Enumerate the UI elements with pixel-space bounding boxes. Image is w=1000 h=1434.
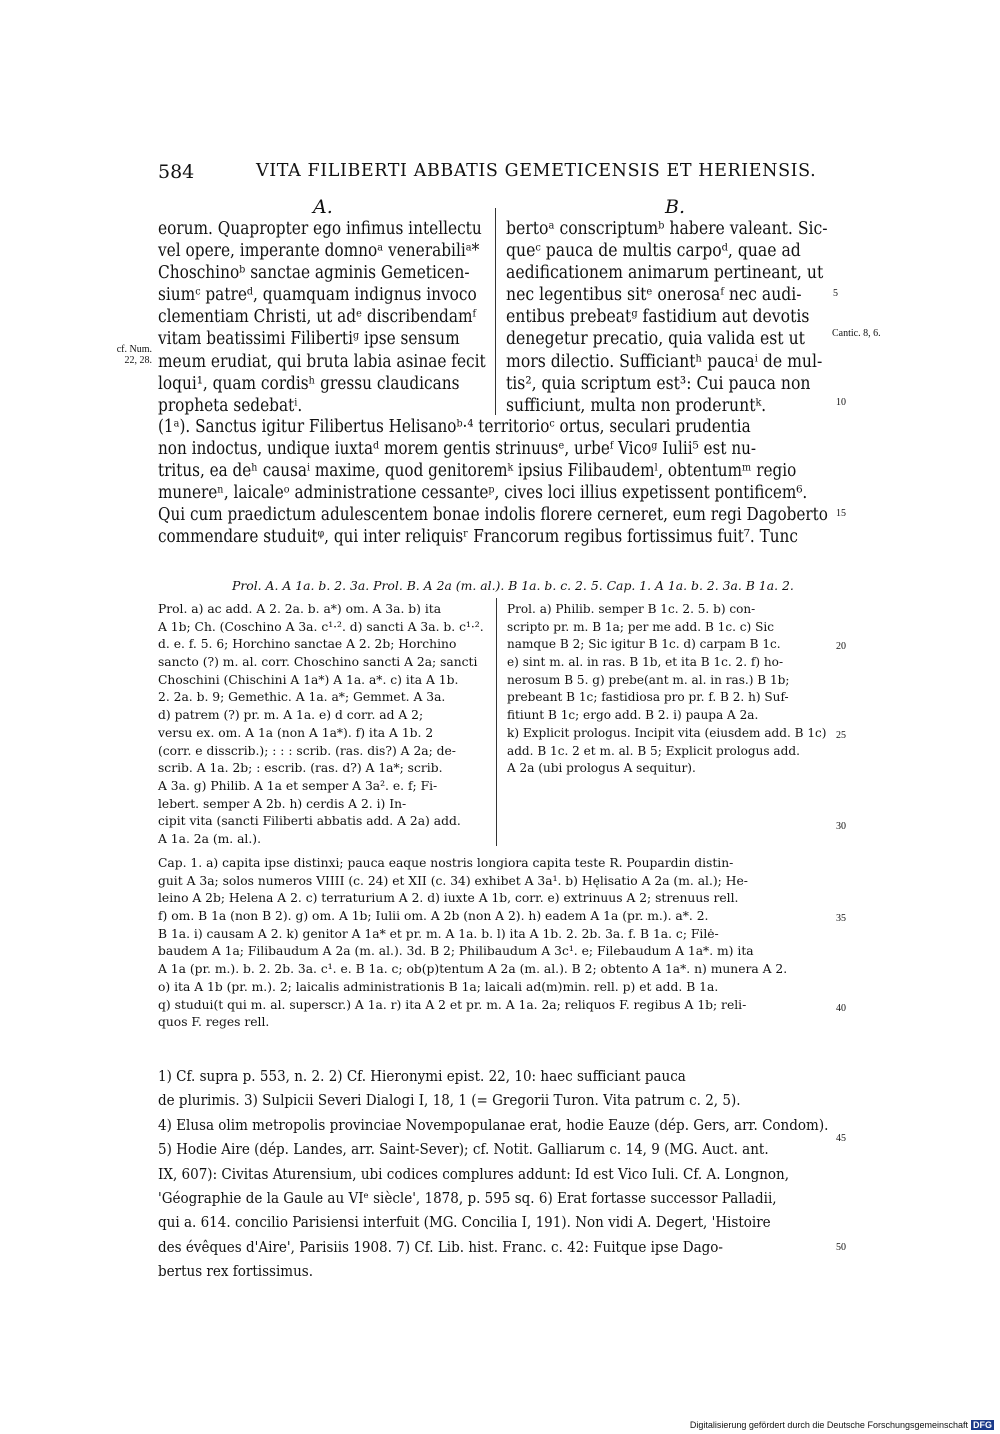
apparatus-line: namque B 2; Sic igitur B 1c. d) carpam B 1c.: [507, 637, 781, 652]
apparatus-line: lebert. semper A 2b. h) cerdis A 2. i) In-: [158, 796, 407, 811]
apparatus-line: B 1a. i) causam A 2. k) genitor A 1a* et pr. m. A 1a. b. l) ita A 1b. 2. 2b. 3a. f. B 1a. c; Filė-: [158, 926, 719, 941]
line-number: 35: [836, 913, 846, 924]
sigla-line: Prol. A. A 1a. b. 2. 3a. Prol. B. A 2a (m. al.). B 1a. b. c. 2. 5. Cap. 1. A 1a. b. 2. 3a. B 1a. 2.: [232, 578, 794, 593]
text-line: meum erudiat, qui bruta labia asinae fecit: [158, 351, 486, 372]
apparatus-line: Choschini (Chischini A 1a*) A 1a. a*. c) ita A 1b.: [158, 672, 459, 687]
apparatus-line: versu ex. om. A 1a (non A 1a*). f) ita A 1b. 2: [158, 725, 434, 740]
apparatus-line: q) studui(t qui m. al. superscr.) A 1a. r) ita A 2 et pr. m. A 1a. 2a; reliquos F. regibus A 1b; reli-: [158, 997, 747, 1012]
text-line: mors dilectio. Sufficiantʰ paucaⁱ de mul-: [506, 351, 823, 372]
apparatus-line: 2. 2a. b. 9; Gemethic. A 1a. a*; Gemmet. A 3a.: [158, 690, 446, 705]
footnote-line: de plurimis. 3) Sulpicii Severi Dialogi I, 18, 1 (= Gregorii Turon. Vita patrum c. 2, 5).: [158, 1091, 741, 1110]
apparatus-line: Prol. a) Philib. semper B 1c. 2. 5. b) con-: [507, 602, 756, 616]
footnote-line: 4) Elusa olim metropolis provinciae Novempopulanae erat, hodie Eauze (dép. Gers, arr. Condom).: [158, 1115, 829, 1134]
apparatus-line: nerosum B 5. g) prebe(ant m. al. in ras.) B 1b;: [507, 672, 790, 687]
apparatus-line: e) sint m. al. in ras. B 1b, et ita B 1c. 2. f) ho-: [507, 655, 784, 670]
footnote-line: 1) Cf. supra p. 553, n. 2. 2) Cf. Hieronymi epist. 22, 10: haec sufficiant pauca: [158, 1067, 686, 1085]
text-line: (1ᵃ). Sanctus igitur Filibertus Helisanoᵇ·⁴ territorioᶜ ortus, seculari prudentia: [158, 417, 751, 437]
text-line: sufficiunt, multa non proderuntᵏ.: [506, 395, 767, 416]
line-number: 10: [836, 397, 846, 408]
line-number: 5: [833, 288, 838, 299]
text-line: propheta sedebatⁱ.: [158, 395, 303, 416]
line-number: 45: [836, 1133, 846, 1144]
margin-ref-canticles: Cantic. 8, 6.: [832, 328, 881, 339]
apparatus-divider: [496, 598, 497, 846]
footnote-line: 5) Hodie Aire (dép. Landes, arr. Saint-Sever); cf. Notit. Galliarum c. 14, 9 (MG. Auct. ant.: [158, 1140, 769, 1159]
column-a-label: A.: [313, 196, 333, 218]
apparatus-column-b: [507, 601, 827, 778]
column-b-text: [506, 218, 828, 417]
footnotes: [158, 1064, 828, 1284]
footnote-line: des évêques d'Aire', Parisiis 1908. 7) Cf. Lib. hist. Franc. c. 42: Fuitque ipse Dago-: [158, 1237, 724, 1256]
text-line: nec legentibus sitᵉ onerosaᶠ nec audi-: [506, 285, 802, 306]
text-line: Choschinoᵇ sanctae agminis Gemeticen-: [158, 263, 470, 284]
text-line: denegetur precatio, quia valida est ut: [506, 329, 805, 350]
text-line: bertoᵃ conscriptumᵇ habere valeant. Sic-: [506, 219, 828, 239]
apparatus-line: A 2a (ubi prologus A sequitur).: [507, 761, 696, 776]
column-divider: [495, 208, 496, 415]
line-number: 25: [836, 730, 846, 741]
text-line: eorum. Quapropter ego infimus intellectu: [158, 219, 482, 239]
footnote-line: 'Géographie de la Gaule au VIᵉ siècle', 1878, p. 595 sq. 6) Erat fortasse successor Palladii,: [158, 1188, 777, 1207]
apparatus-line: cipit vita (sancti Filiberti abbatis add. A 2a) add.: [158, 814, 461, 829]
apparatus-line: leino A 2b; Helena A 2. c) terraturium A 2. d) iuxte A 1b, corr. e) extrinuus A 2; strenuus rell.: [158, 891, 739, 906]
text-line: siumᶜ patreᵈ, quamquam indignus invoco: [158, 285, 477, 306]
apparatus-line: f) om. B 1a (non B 2). g) om. A 1b; Iulii om. A 2b (non A 2). h) eadem A 1a (pr. m.). a*. 2.: [158, 909, 709, 924]
column-a-text: [158, 218, 486, 417]
page-number: 584: [158, 161, 195, 183]
apparatus-line: baudem A 1a; Filibaudum A 2a (m. al.). 3d. B 2; Philibaudum A 3c¹. e; Filebaudum A 1a*. m) ita: [158, 944, 754, 959]
apparatus-line: A 3a. g) Philib. A 1a et semper A 3a². e. f; Fi-: [158, 778, 438, 793]
apparatus-line: A 1a. 2a (m. al.).: [158, 831, 261, 846]
apparatus-column-a: [158, 601, 484, 849]
text-line: tis², quia scriptum est³: Cui pauca non: [506, 373, 811, 394]
running-title: VITA FILIBERTI ABBATIS GEMETICENSIS ET HERIENSIS.: [256, 161, 817, 181]
apparatus-line: scrib. A 1a. 2b; : escrib. (ras. d?) A 1a*; scrib.: [158, 761, 443, 776]
line-number: 30: [836, 821, 846, 832]
line-number: 20: [836, 641, 846, 652]
text-line: aedificationem animarum pertineant, ut: [506, 263, 824, 284]
apparatus-line: fitiunt B 1c; ergo add. B 2. i) paupa A 2a.: [507, 708, 759, 723]
apparatus-chapter-1: [158, 855, 787, 1032]
apparatus-line: A 1a (pr. m.). b. 2. 2b. 3a. c¹. e. B 1a. c; ob(p)tentum A 2a (m. al.). B 2; obtento A 1a*. n) munera A 2.: [158, 962, 788, 977]
line-number: 50: [836, 1242, 846, 1253]
footnote-line: bertus rex fortissimus.: [158, 1262, 314, 1281]
apparatus-line: add. B 1c. 2 et m. al. B 5; Explicit prologus add.: [507, 743, 800, 758]
text-line: munereⁿ, laicaleᵒ administratione cessanteᵖ, cives loci illius expetissent pontificem⁶.: [158, 483, 808, 504]
dfg-credit-text: Digitalisierung gefördert durch die Deutsche Forschungsgemeinschaft: [689, 1420, 968, 1430]
apparatus-line: A 1b; Ch. (Coschino A 3a. c¹·². d) sancti A 3a. b. c¹·².: [158, 619, 484, 634]
footnote-line: qui a. 614. concilio Parisiensi interfuit (MG. Concilia I, 191). Non vidi A. Degert, 'Histoire: [158, 1213, 771, 1232]
text-line: vel opere, imperante domnoᵃ venerabiliᵃ*: [158, 241, 480, 262]
apparatus-line: d. e. f. 5. 6; Horchino sanctae A 2. 2b; Horchino: [158, 637, 457, 652]
apparatus-line: k) Explicit prologus. Incipit vita (eiusdem add. B 1c): [507, 725, 827, 740]
line-number: 40: [836, 1003, 846, 1014]
text-line: queᶜ pauca de multis carpoᵈ, quae ad: [506, 241, 801, 262]
margin-ref-numbers: cf. Num. 22, 28.: [116, 344, 152, 366]
column-b-label: B.: [665, 196, 686, 218]
dfg-logo: DFG: [973, 1420, 992, 1430]
apparatus-line: o) ita A 1b (pr. m.). 2; laicalis administrationis B 1a; laicali ad(m)min. rell. p) et add. B 1a.: [158, 979, 719, 994]
dfg-credit: [690, 1420, 994, 1430]
text-line: clementiam Christi, ut adᵉ discribendamᶠ: [158, 307, 476, 328]
main-body-text: [158, 416, 828, 549]
apparatus-line: (corr. e disscrib.); : : : scrib. (ras. dis?) A 2a; de-: [158, 743, 456, 758]
text-line: Qui cum praedictum adulescentem bonae indolis florere cerneret, eum regi Dagoberto: [158, 505, 828, 526]
apparatus-line: quos F. reges rell.: [158, 1015, 270, 1030]
footnote-line: IX, 607): Civitas Aturensium, ubi codices complures addunt: Id est Vico Iuli. Cf. A. Longnon,: [158, 1164, 790, 1183]
text-line: vitam beatissimi Filibertiᵍ ipse sensum: [158, 329, 460, 350]
apparatus-line: scripto pr. m. B 1a; per me add. B 1c. c) Sic: [507, 619, 774, 634]
apparatus-line: prebeant B 1c; fastidiosa pro pr. f. B 2. h) Suf-: [507, 690, 789, 705]
apparatus-line: sancto (?) m. al. corr. Choschino sancti A 2a; sancti: [158, 655, 478, 670]
apparatus-line: d) patrem (?) pr. m. A 1a. e) d corr. ad A 2;: [158, 708, 424, 723]
apparatus-line: Prol. a) ac add. A 2. 2a. b. a*) om. A 3a. b) ita: [158, 602, 442, 616]
text-line: tritus, ea deʰ causaⁱ maxime, quod genitoremᵏ ipsius Filibaudemˡ, obtentumᵐ regio: [158, 461, 797, 482]
apparatus-line: Cap. 1. a) capita ipse distinxi; pauca eaque nostris longiora capita teste R. Poupardin distin-: [158, 856, 734, 870]
text-line: entibus prebeatᵍ fastidium aut devotis: [506, 307, 810, 328]
text-line: loqui¹, quam cordisʰ gressu claudicans: [158, 373, 460, 394]
apparatus-line: guit A 3a; solos numeros VIIII (c. 24) et XII (c. 34) exhibet A 3a¹. b) Hęlisatio A 2a (m. al.); He-: [158, 873, 748, 888]
text-line: commendare studuitᵠ, qui inter reliquisʳ Francorum regibus fortissimus fuit⁷. Tunc: [158, 527, 798, 548]
text-line: non indoctus, undique iuxtaᵈ morem gentis strinuusᵉ, urbeᶠ Vicoᵍ Iulii⁵ est nu-: [158, 439, 757, 460]
line-number: 15: [836, 508, 846, 519]
